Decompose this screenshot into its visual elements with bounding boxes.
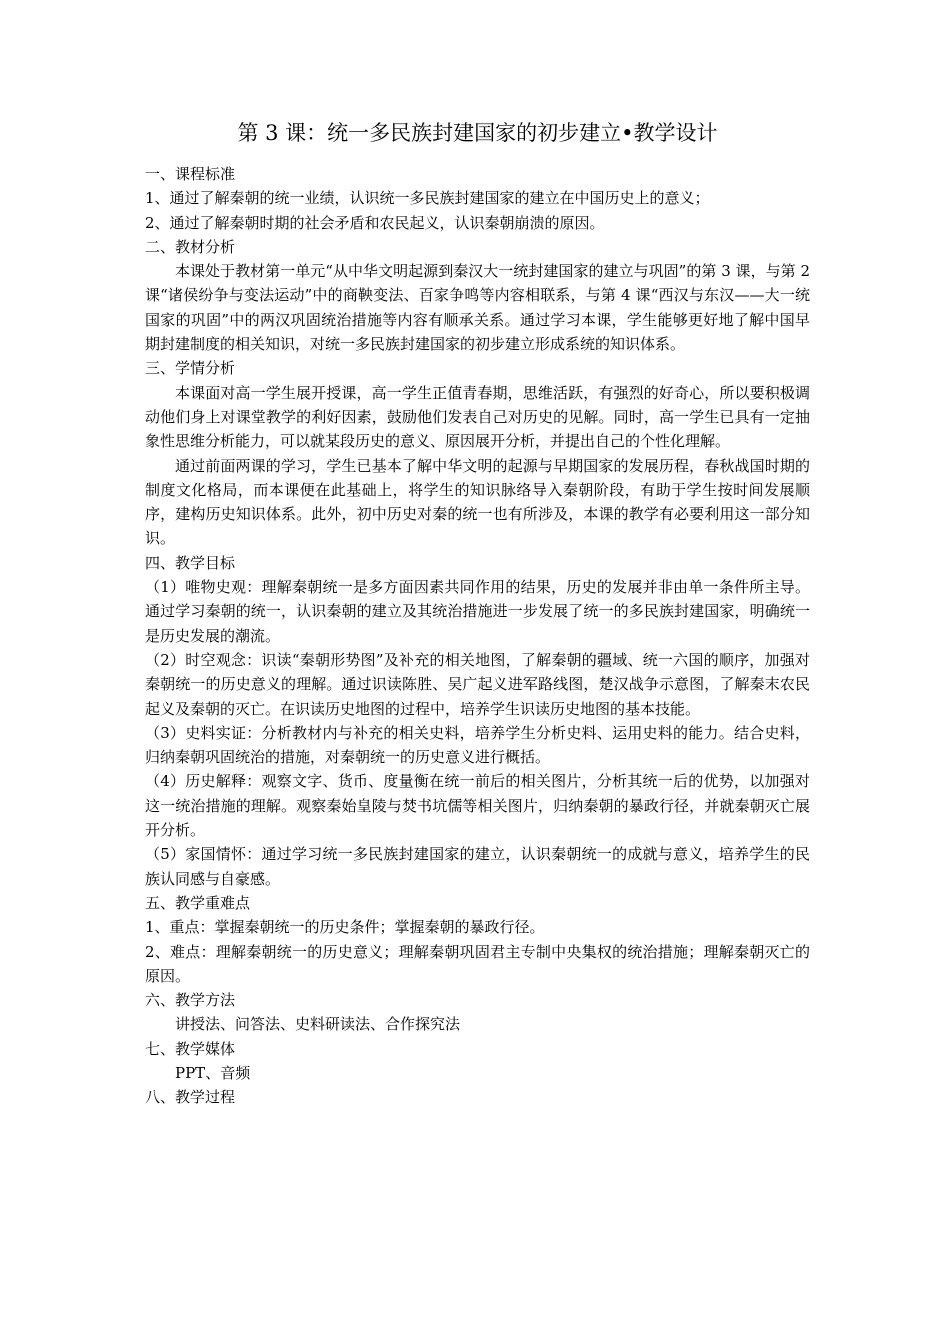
student-analysis-paragraph-2: 通过前面两课的学习，学生已基本了解中华文明的起源与早期国家的发展历程，春秋战国时期的制度文化格局，而本课便在此基础上，将学生的知识脉络导入秦朝阶段，有助于学生按时间发展顺序，建构历史知识体系。此外，初中历史对秦的统一也有所涉及，本课的教学有必要利用这一部分知识。	[145, 456, 810, 548]
teaching-goal-4: （4）历史解释：观察文字、货币、度量衡在统一前后的相关图片，分析其统一后的优势，以加强对这一统治措施的理解。观察秦始皇陵与焚书坑儒等相关图片，归纳秦朝的暴政行径，并就秦朝灭亡展开分析。	[145, 772, 810, 840]
document-page	[145, 118, 810, 1110]
document-title: 第 3 课：统一多民族封建国家的初步建立•教学设计	[237, 121, 718, 145]
student-analysis-paragraph-1: 本课面对高一学生展开授课，高一学生正值青春期，思维活跃，有强烈的好奇心，所以要积极调动他们身上对课堂教学的利好因素，鼓励他们发表自己对历史的见解。同时，高一学生已具有一定抽象性思维分析能力，可以就某段历史的意义、原因展开分析，并提出自己的个性化理解。	[145, 383, 810, 451]
teaching-goal-3: （3）史料实证：分析教材内与补充的相关史料，培养学生分析史料、运用史料的能力。结合史料，归纳秦朝巩固统治的措施，对秦朝统一的历史意义进行概括。	[145, 723, 810, 767]
curriculum-item-1: 1、通过了解秦朝的统一业绩，认识统一多民族封建国家的建立在中国历史上的意义；	[145, 189, 710, 208]
section-heading-textbook-analysis: 二、教材分析	[145, 237, 236, 256]
section-heading-student-analysis: 三、学情分析	[145, 359, 236, 378]
section-heading-key-points: 五、教学重难点	[145, 893, 251, 912]
teaching-methods-content: 讲授法、问答法、史料研读法、合作探究法	[175, 1015, 461, 1034]
curriculum-item-2: 2、通过了解秦朝时期的社会矛盾和农民起义，认识秦朝崩溃的原因。	[145, 213, 605, 232]
section-heading-teaching-methods: 六、教学方法	[145, 991, 236, 1010]
teaching-goal-1: （1）唯物史观：理解秦朝统一是多方面因素共同作用的结果，历史的发展并非由单一条件所主导。通过学习秦朝的统一，认识秦朝的建立及其统治措施进一步发展了统一的多民族封建国家，明确统一是历史发展的潮流。	[145, 578, 810, 645]
teaching-goal-5: （5）家国情怀：通过学习统一多民族封建国家的建立，认识秦朝统一的成就与意义，培养学生的民族认同感与自豪感。	[145, 845, 810, 888]
textbook-analysis-paragraph: 本课处于教材第一单元“从中华文明起源到秦汉大一统封建国家的建立与巩固”的第 3 课，与第 2 课“诸侯纷争与变法运动”中的商鞅变法、百家争鸣等内容相联系，与第 4 课“西汉与东汉——大一统国家的巩固”中的两汉巩固统治措施等内容有顺承关系。通过学习本课，学生能够更好地了解中国早期封建制度的相关知识，对统一多民族封建国家的初步建立形成系统的知识体系。	[145, 262, 810, 354]
section-heading-curriculum-standard: 一、课程标准	[145, 165, 236, 183]
section-heading-teaching-process: 八、教学过程	[145, 1088, 236, 1107]
key-point-item-2: 2、难点：理解秦朝统一的历史意义；理解秦朝巩固君主专制中央集权的统治措施；理解秦朝灭亡的原因。	[145, 942, 810, 985]
teaching-media-content: PPT、音频	[175, 1063, 251, 1082]
key-point-item-1: 1、重点：掌握秦朝统一的历史条件；掌握秦朝的暴政行径。	[145, 918, 545, 937]
teaching-goal-2: （2）时空观念：识读“秦朝形势图”及补充的相关地图，了解秦朝的疆域、统一六国的顺序，加强对秦朝统一的历史意义的理解。通过识读陈胜、吴广起义进军路线图，楚汉战争示意图，了解秦末农民起义及秦朝的灭亡。在识读历史地图的过程中，培养学生识读历史地图的基本技能。	[145, 650, 810, 718]
section-heading-teaching-goals: 四、教学目标	[145, 553, 236, 572]
section-heading-teaching-media: 七、教学媒体	[145, 1039, 236, 1058]
